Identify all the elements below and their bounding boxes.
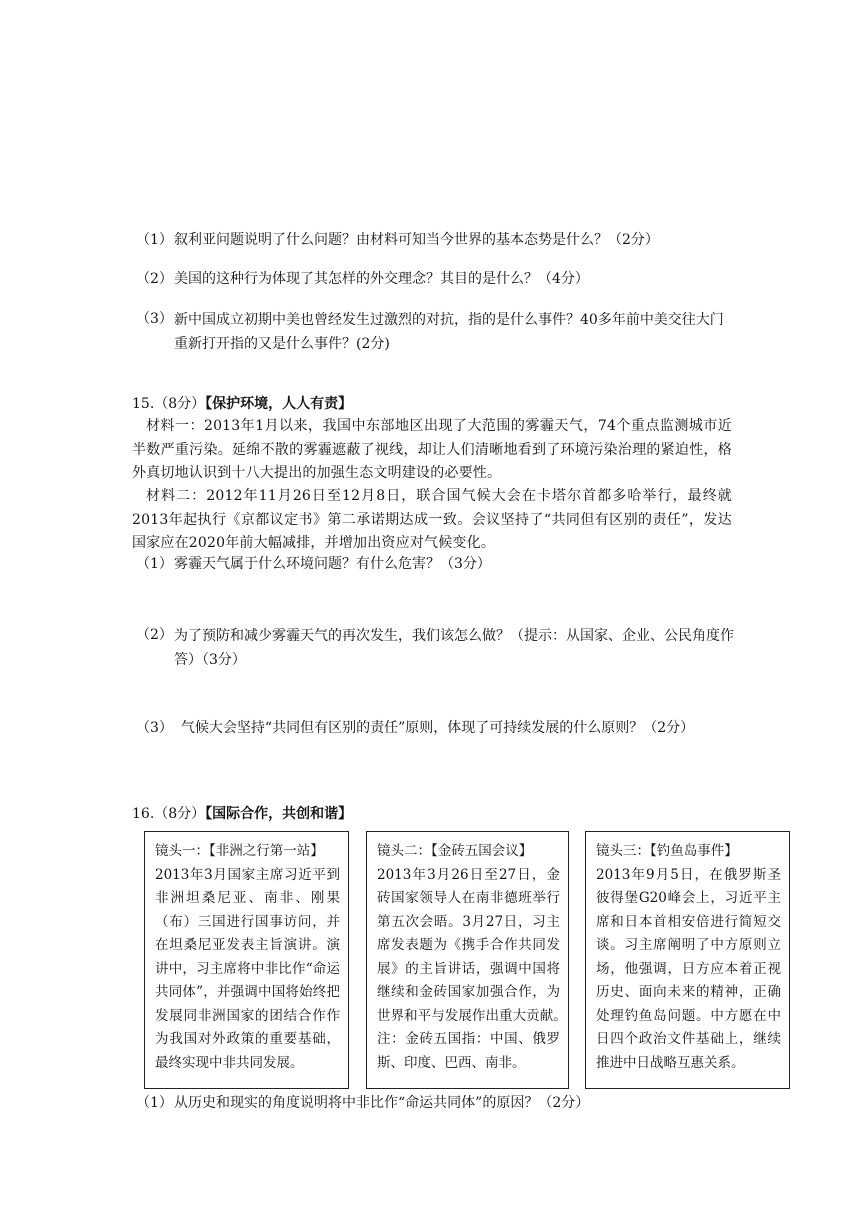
q15-sub3 <box>136 716 736 740</box>
q14-sub2-text: 美国的这种行为体现了其怎样的外交理念？其目的是什么？（4分） <box>174 271 589 287</box>
q14-sub3 <box>136 308 736 356</box>
q15-sub2-num: （2） <box>136 627 173 643</box>
q16-sub1 <box>136 1092 736 1114</box>
q16-box-2 <box>366 831 574 1089</box>
q15-material2: 材料二：2012年11月26日至12月8日，联合国气候大会在卡塔尔首都多哈举行，最终就2013年起执行《京都议定书》第二承诺期达成一致。会议坚持了“共同但有区别的责任”，发达国家应在2020年前大幅减排，并增加出资应对气候变化。 <box>132 488 732 551</box>
q15-sub1-num: （1） <box>136 556 173 572</box>
q14-sub2-num: （2） <box>136 271 173 287</box>
q14-sub2 <box>136 268 736 290</box>
q15-title: 【保护环境，人人有责】 <box>205 396 353 412</box>
q15-sub3-num: （3） <box>136 720 173 736</box>
q15-sub1-text: 雾霾天气属于什么环境问题？有什么危害？（3分） <box>174 556 491 572</box>
q14-sub3-num: （3） <box>136 311 173 327</box>
q15-sub1 <box>136 553 736 575</box>
q14-sub1 <box>136 229 736 251</box>
q14-sub1-num: （1） <box>136 232 173 248</box>
q16-box-2-text: 2013年3月26日至27日，金砖国家领导人在南非德班举行第五次会晤。3月27日，习主席发表题为《携手合作共同发展》的主旨讲话，强调中国将继续和金砖国家加强合作，为世界和平与发展作出重大贡献。 注：金砖五国指：中国、俄罗斯、印度、巴西、南非。 <box>377 866 574 1071</box>
q16-box-3-text: 2013年9月5日，在俄罗斯圣彼得堡G20峰会上，习近平主席和日本首相安倍进行简短交谈。习主席阐明了中方原则立场，他强调，日方应本着正视历史、面向未来的精神，正确处理钓鱼岛问题。中方愿在中日四个政治文件基础上，继续推进中日战略互惠关系。 <box>596 866 781 1071</box>
q16-box-3-title: 镜头三：【钓鱼岛事件】 <box>596 843 738 859</box>
q16-heading <box>132 803 352 825</box>
q16-title: 【国际合作，共创和谐】 <box>205 806 353 822</box>
q16-box-2-title: 镜头二：【金砖五国会议】 <box>377 843 533 859</box>
q14-sub3-text: 新中国成立初期中美也曾经发生过激烈的对抗，指的是什么事件？40多年前中美交往大门重新打开指的又是什么事件？(2分) <box>174 312 724 352</box>
q15-sub2-text: 为了预防和减少雾霾天气的再次发生，我们该怎么做？（提示：从国家、企业、公民角度作答）（3分） <box>174 628 734 668</box>
q16-box-1-text: 2013年3月国家主席习近平到非洲坦桑尼亚、南非、刚果（布）三国进行国事访问，并在坦桑尼亚发表主旨演讲。演讲中，习主席将中非比作“命运共同体”，并强调中国将始终把发展同非洲国家的团结合作作为我国对外政策的重要基础，最终实现中非共同发展。 <box>155 866 340 1071</box>
q15-material1: 材料一：2013年1月以来，我国中东部地区出现了大范围的雾霾天气，74个重点监测城市近半数严重污染。延绵不散的雾霾遮蔽了视线，却让人们清晰地看到了环境污染治理的紧迫性，格外真切地认识到十八大提出的加强生态文明建设的必要性。 <box>132 418 732 481</box>
q15-sub2 <box>136 624 736 672</box>
q16-box-3 <box>585 831 790 1089</box>
q16-box-1-title: 镜头一：【非洲之行第一站】 <box>155 843 324 859</box>
q14-sub1-text: 叙利亚问题说明了什么问题？由材料可知当今世界的基本态势是什么？（2分） <box>174 232 659 248</box>
q15-prefix: 15.（8分） <box>132 396 206 412</box>
q15-sub3-text: 气候大会坚持“共同但有区别的责任”原则，体现了可持续发展的什么原则？（2分） <box>180 720 695 736</box>
q16-prefix: 16.（8分） <box>132 806 206 822</box>
q15-heading <box>132 393 352 415</box>
q16-box-1 <box>144 831 349 1089</box>
q16-sub1-text: 从历史和现实的角度说明将中非比作“命运共同体”的原因？（2分） <box>174 1095 590 1111</box>
q16-sub1-num: （1） <box>136 1095 173 1111</box>
